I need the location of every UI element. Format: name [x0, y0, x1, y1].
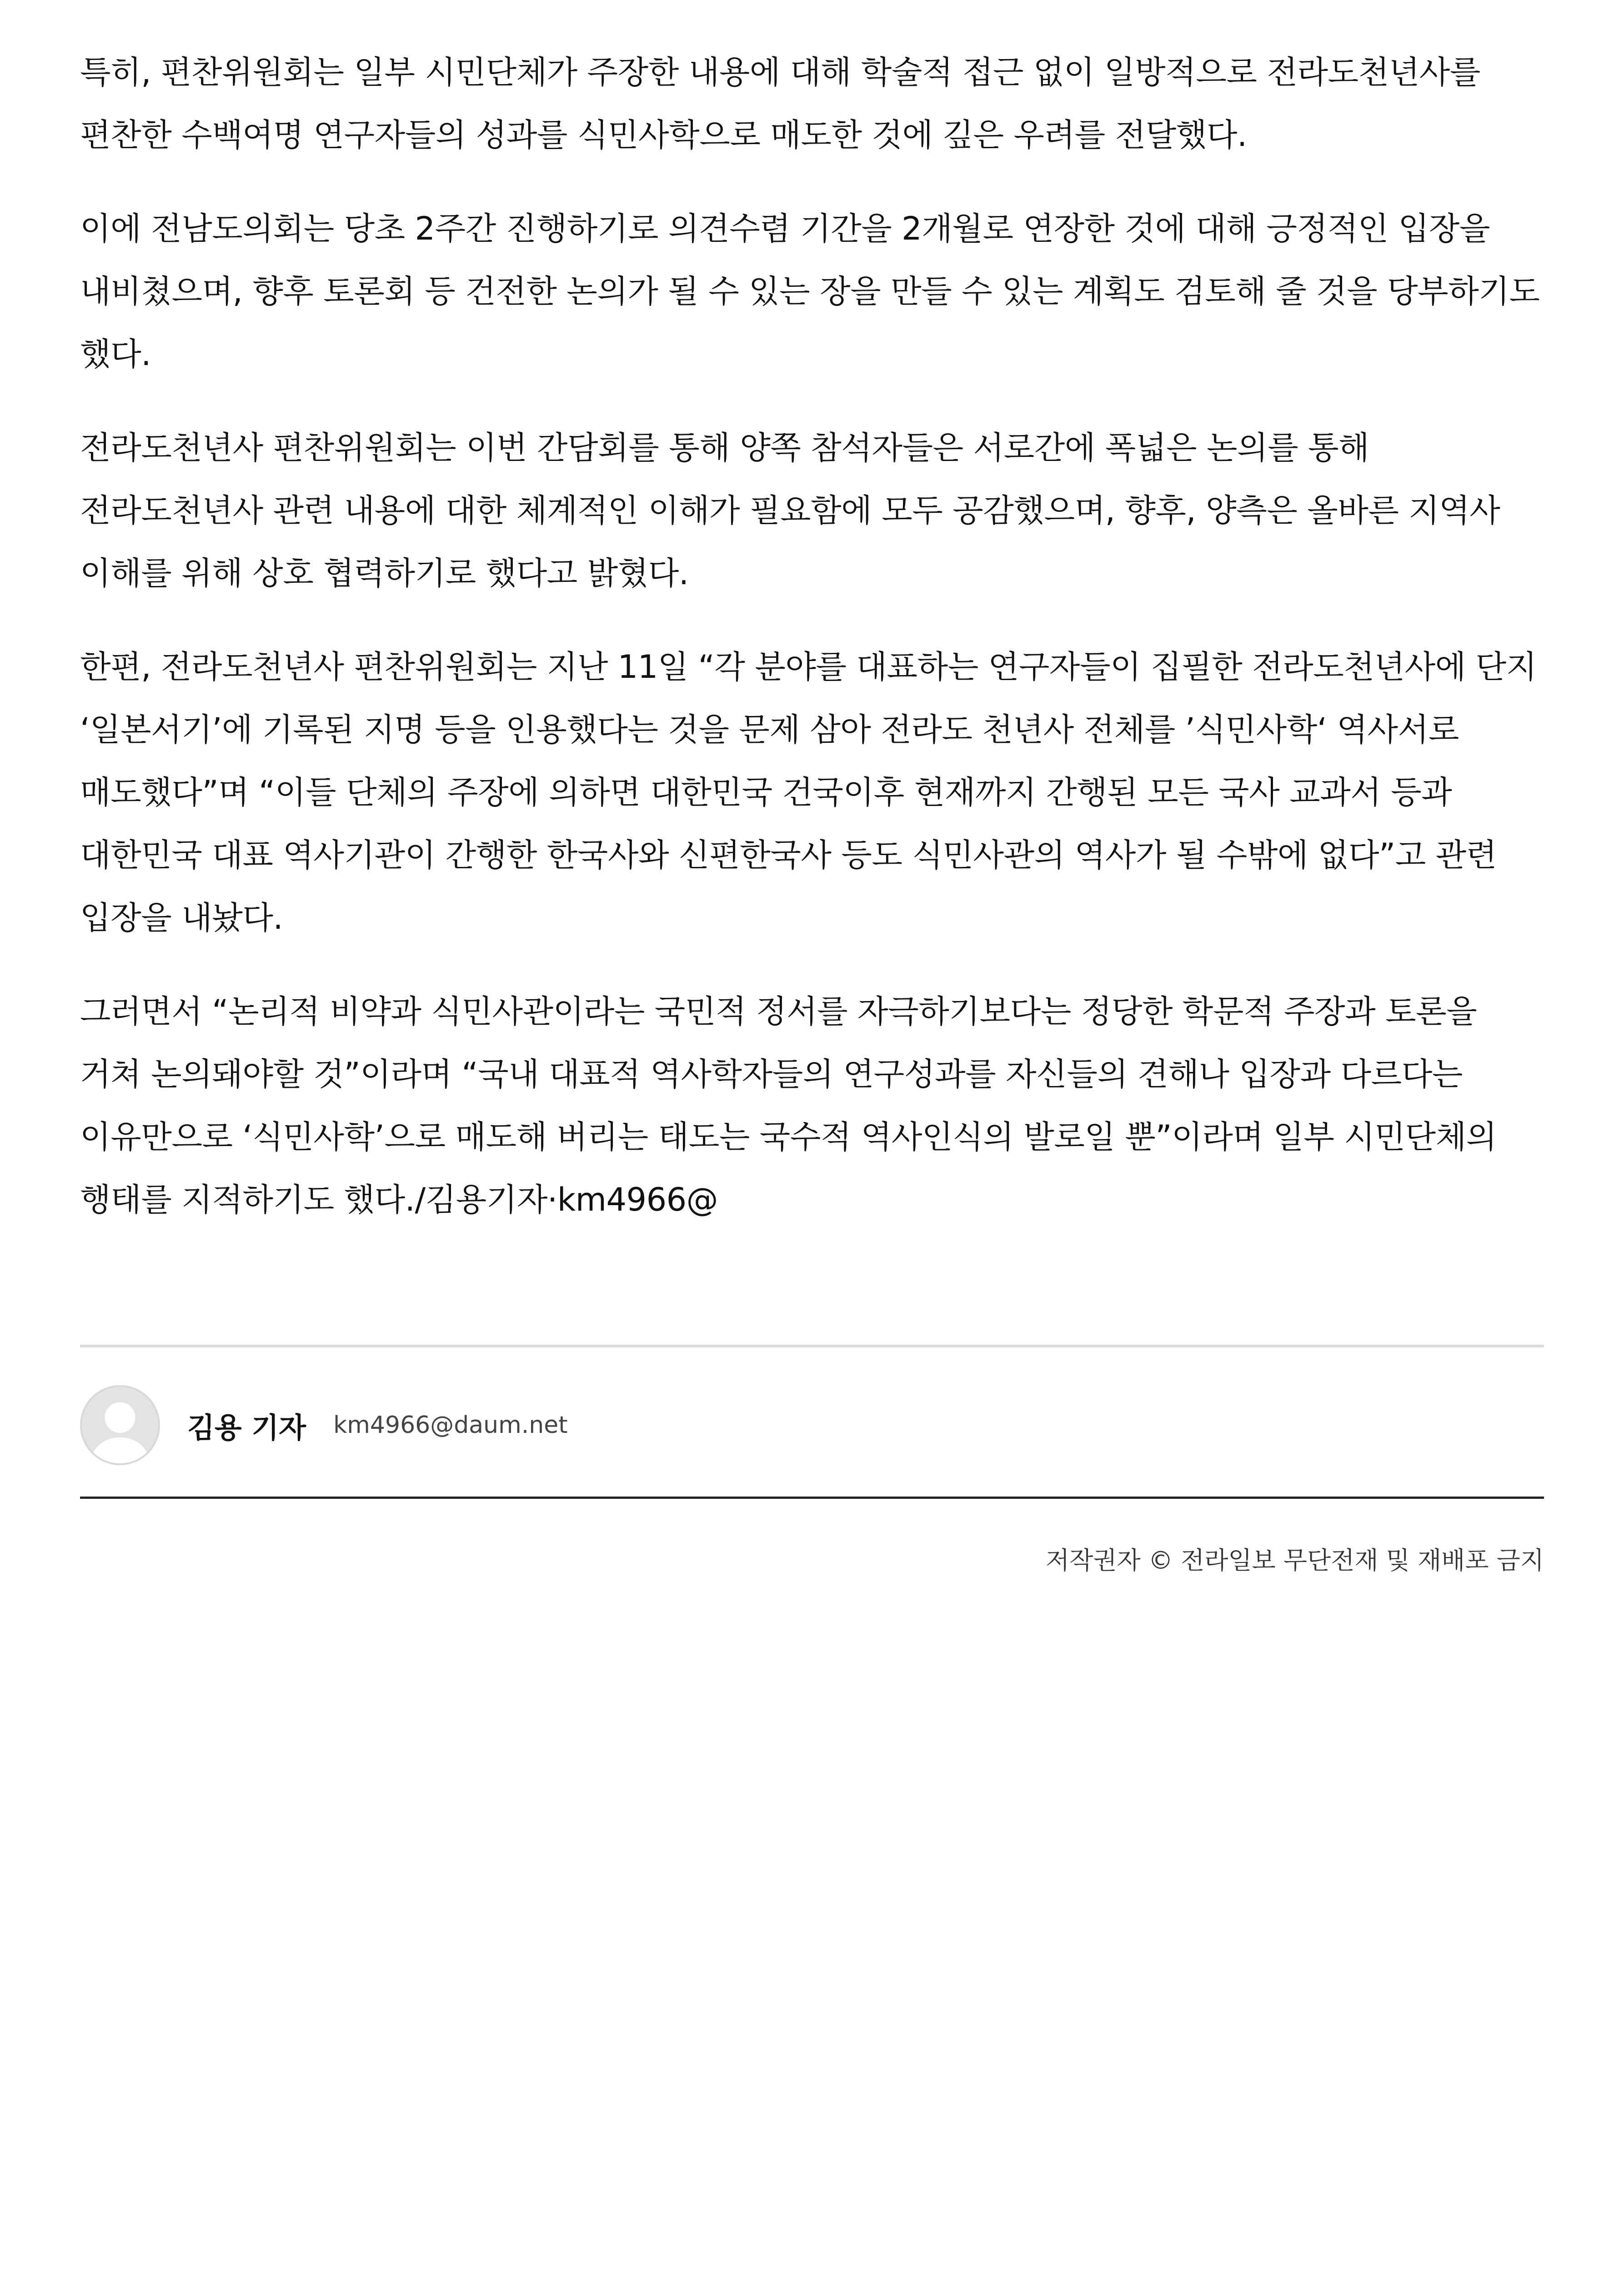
- reporter-byline: [80, 1384, 1544, 1466]
- reporter-email[interactable]: km4966@daum.net: [333, 1412, 568, 1439]
- avatar-silhouette-icon: [82, 1387, 158, 1463]
- copyright-notice: 저작권자 © 전라일보 무단전재 및 재배포 금지: [1046, 1546, 1544, 1575]
- byline-top-divider: [80, 1345, 1544, 1347]
- article-paragraph-4: 한편, 전라도천년사 편찬위원회는 지난 11일 “각 분야를 대표하는 연구자들이 집필한 전라도천년사에 단지 ‘일본서기’에 기록된 지명 등을 인용했다는 것을 문제 삼아 전라도 천년사 전체를 ’식민사학‘ 역사서로 매도했다”며 “이들 단체의 주장에 의하면 대한민국 건국이후 현재까지 간행된 모든 국사 교과서 등과 대한민국 대표 역사기관이 간행한 한국사와 신편한국사 등도 식민사관의 역사가 될 수밖에 없다”고 관련 입장을 내놨다.: [80, 648, 1537, 936]
- article-paragraph-3: 전라도천년사 편찬위원회는 이번 간담회를 통해 양쪽 참석자들은 서로간에 폭넓은 논의를 통해 전라도천년사 관련 내용에 대한 체계적인 이해가 필요함에 모두 공감했으며, 향후, 양측은 올바른 지역사 이해를 위해 상호 협력하기로 했다고 밝혔다.: [80, 429, 1500, 592]
- article-paragraph-2: 이에 전남도의회는 당초 2주간 진행하기로 의견수렴 기간을 2개월로 연장한 것에 대해 긍정적인 입장을 내비쳤으며, 향후 토론회 등 건전한 논의가 될 수 있는 장을 만들 수 있는 계획도 검토해 줄 것을 당부하기도 했다.: [80, 210, 1540, 373]
- user-avatar-icon[interactable]: [80, 1385, 160, 1465]
- byline-bottom-divider: [80, 1497, 1544, 1499]
- article-paragraph-1: 특히, 편찬위원회는 일부 시민단체가 주장한 내용에 대해 학술적 접근 없이 일방적으로 전라도천년사를 편찬한 수백여명 연구자들의 성과를 식민사학으로 매도한 것에 깊은 우려를 전달했다.: [80, 54, 1481, 154]
- article-body: [80, 41, 1544, 1262]
- article-paragraph-5: 그러면서 “논리적 비약과 식민사관이라는 국민적 정서를 자극하기보다는 정당한 학문적 주장과 토론을 거쳐 논의돼야할 것”이라며 “국내 대표적 역사학자들의 연구성과를 자신들의 견해나 입장과 다르다는 이유만으로 ‘식민사학’으로 매도해 버리는 태도는 국수적 역사인식의 발로일 뿐”이라며 일부 시민단체의 행태를 지적하기도 했다./김용기자·km4966@: [80, 993, 1497, 1218]
- reporter-name[interactable]: 김용 기자: [187, 1411, 306, 1444]
